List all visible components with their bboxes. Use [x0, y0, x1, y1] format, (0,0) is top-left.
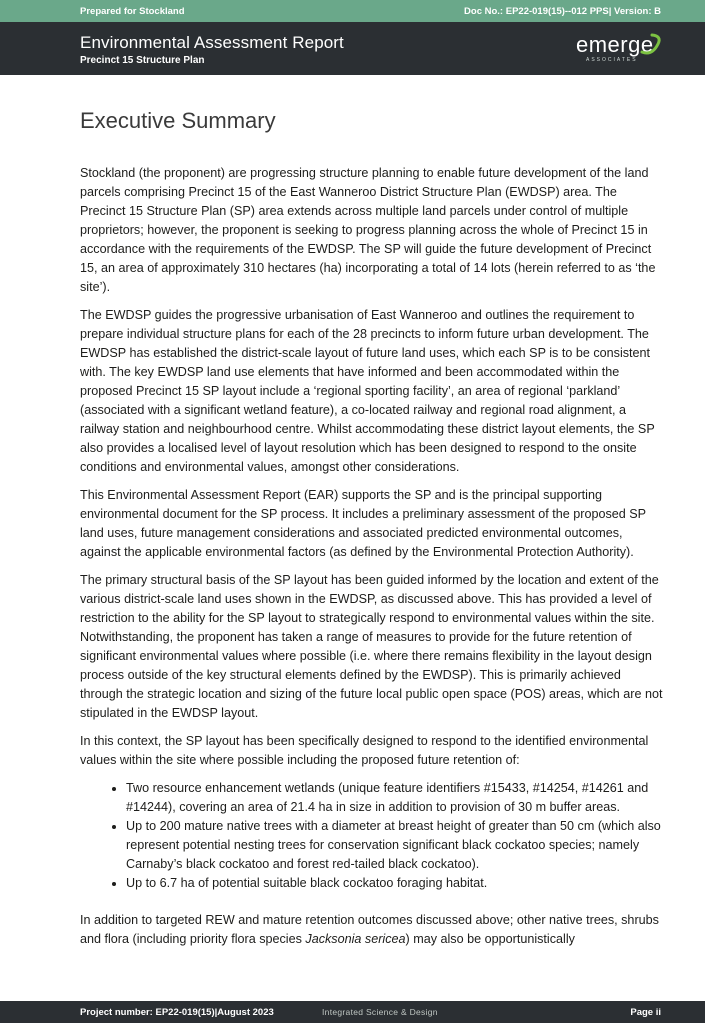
logo-swoosh-icon [638, 32, 664, 58]
doc-number-label: Doc No.: EP22-019(15)--012 PPS| Version: B [464, 6, 661, 17]
footer-tagline: Integrated Science & Design [322, 1007, 438, 1017]
page-footer [0, 1001, 705, 1023]
closing-text-start: In addition to targeted REW and mature retention outcomes discussed above; other native trees, shrubs and flora (including priority flora species [80, 913, 659, 946]
section-heading: Executive Summary [80, 108, 276, 133]
list-item: • Up to 6.7 ha of potential suitable black cockatoo foraging habitat. [126, 874, 664, 893]
paragraph-structural-basis: The primary structural basis of the SP layout has been guided informed by the location and extent of the various district-scale land uses shown in the EWDSP, as discussed above. This has provided a level of restriction to the ability for the SP layout to strategically respond to environmental values within the site. Notwithstanding, the proponent has taken a range of measures to provide for the future retention of significant environmental values where possible (i.e. where there remains flexibility in the layout design process outside of the key structural elements defined by the EWDSP). This is primarily achieved through the strategic location and sizing of the future local public open space (POS) areas, which are not stipulated in the EWDSP layout. [80, 573, 663, 720]
species-name: Jacksonia sericea [305, 932, 406, 946]
paragraph-ewdsp: The EWDSP guides the progressive urbanisation of East Wanneroo and outlines the requirement to prepare individual structure plans for each of the 28 precincts to inform future urban development. The EWDSP has established the district-scale layout of future land uses, which each SP is to be consistent with. The key EWDSP land use elements that have informed and been accommodated within the proposed Precinct 15 SP layout include a ‘regional sporting facility’, an area of regional ‘parkland’ (associated with a significant wetland feature), a co-located railway and regional road alignment, a railway station and neighbourhood centre. Whilst accommodating these district layout elements, the SP also provides a localised level of layout resolution which has been designed to respond to the onsite conditions and environmental values, amongst other considerations. [80, 308, 655, 474]
list-item: • Two resource enhancement wetlands (unique feature identifiers #15433, #14254, #14261 and #14244), covering an area of 21.4 ha in size in addition to provision of 30 m buffer areas. [126, 779, 664, 817]
paragraph-intro: Stockland (the proponent) are progressing structure planning to enable future development of the land parcels comprising Precinct 15 of the East Wanneroo District Structure Plan (EWDSP) area. The Precinct 15 Structure Plan (SP) area extends across multiple land parcels under control of multiple proprietors; however, the proponent is seeking to progress planning across the whole of Precinct 15 in accordance with the requirements of the EWDSP. The SP will guide the future development of Precinct 15, an area of approximately 310 hectares (ha) incorporating a total of 14 lots (herein referred to as ‘the site’). [80, 166, 656, 294]
emerge-logo [576, 32, 666, 72]
logo-subtext: ASSOCIATES [586, 57, 638, 63]
report-header [0, 22, 705, 75]
closing-text-end: ) may also be opportunistically [405, 932, 575, 946]
logo-wordmark: emerge [576, 32, 654, 57]
paragraph-ear: This Environmental Assessment Report (EAR) supports the SP and is the principal supporting environmental document for the SP process. It includes a preliminary assessment of the proposed SP land uses, future management considerations and associated predicted environmental outcomes, against the applicable environmental factors (as defined by the Environmental Protection Authority). [80, 488, 646, 559]
retention-list [80, 779, 664, 893]
project-number: Project number: EP22-019(15)|August 2023 [80, 1007, 274, 1018]
paragraph-context: In this context, the SP layout has been specifically designed to respond to the identified environmental values within the site where possible including the proposed future retention of: [80, 734, 649, 767]
paragraph-closing [80, 911, 664, 949]
page-number: Page ii [630, 1007, 661, 1018]
report-title: Environmental Assessment Report [80, 33, 344, 52]
report-subtitle: Precinct 15 Structure Plan [80, 55, 205, 66]
document-body [80, 108, 664, 958]
top-info-bar [0, 0, 705, 22]
prepared-for-label: Prepared for Stockland [80, 6, 185, 17]
list-item: • Up to 200 mature native trees with a diameter at breast height of greater than 50 cm (which also represent potential nesting trees for conservation significant black cockatoo species; namely Carnaby’s black cockatoo and forest red-tailed black cockatoo). [126, 817, 664, 874]
